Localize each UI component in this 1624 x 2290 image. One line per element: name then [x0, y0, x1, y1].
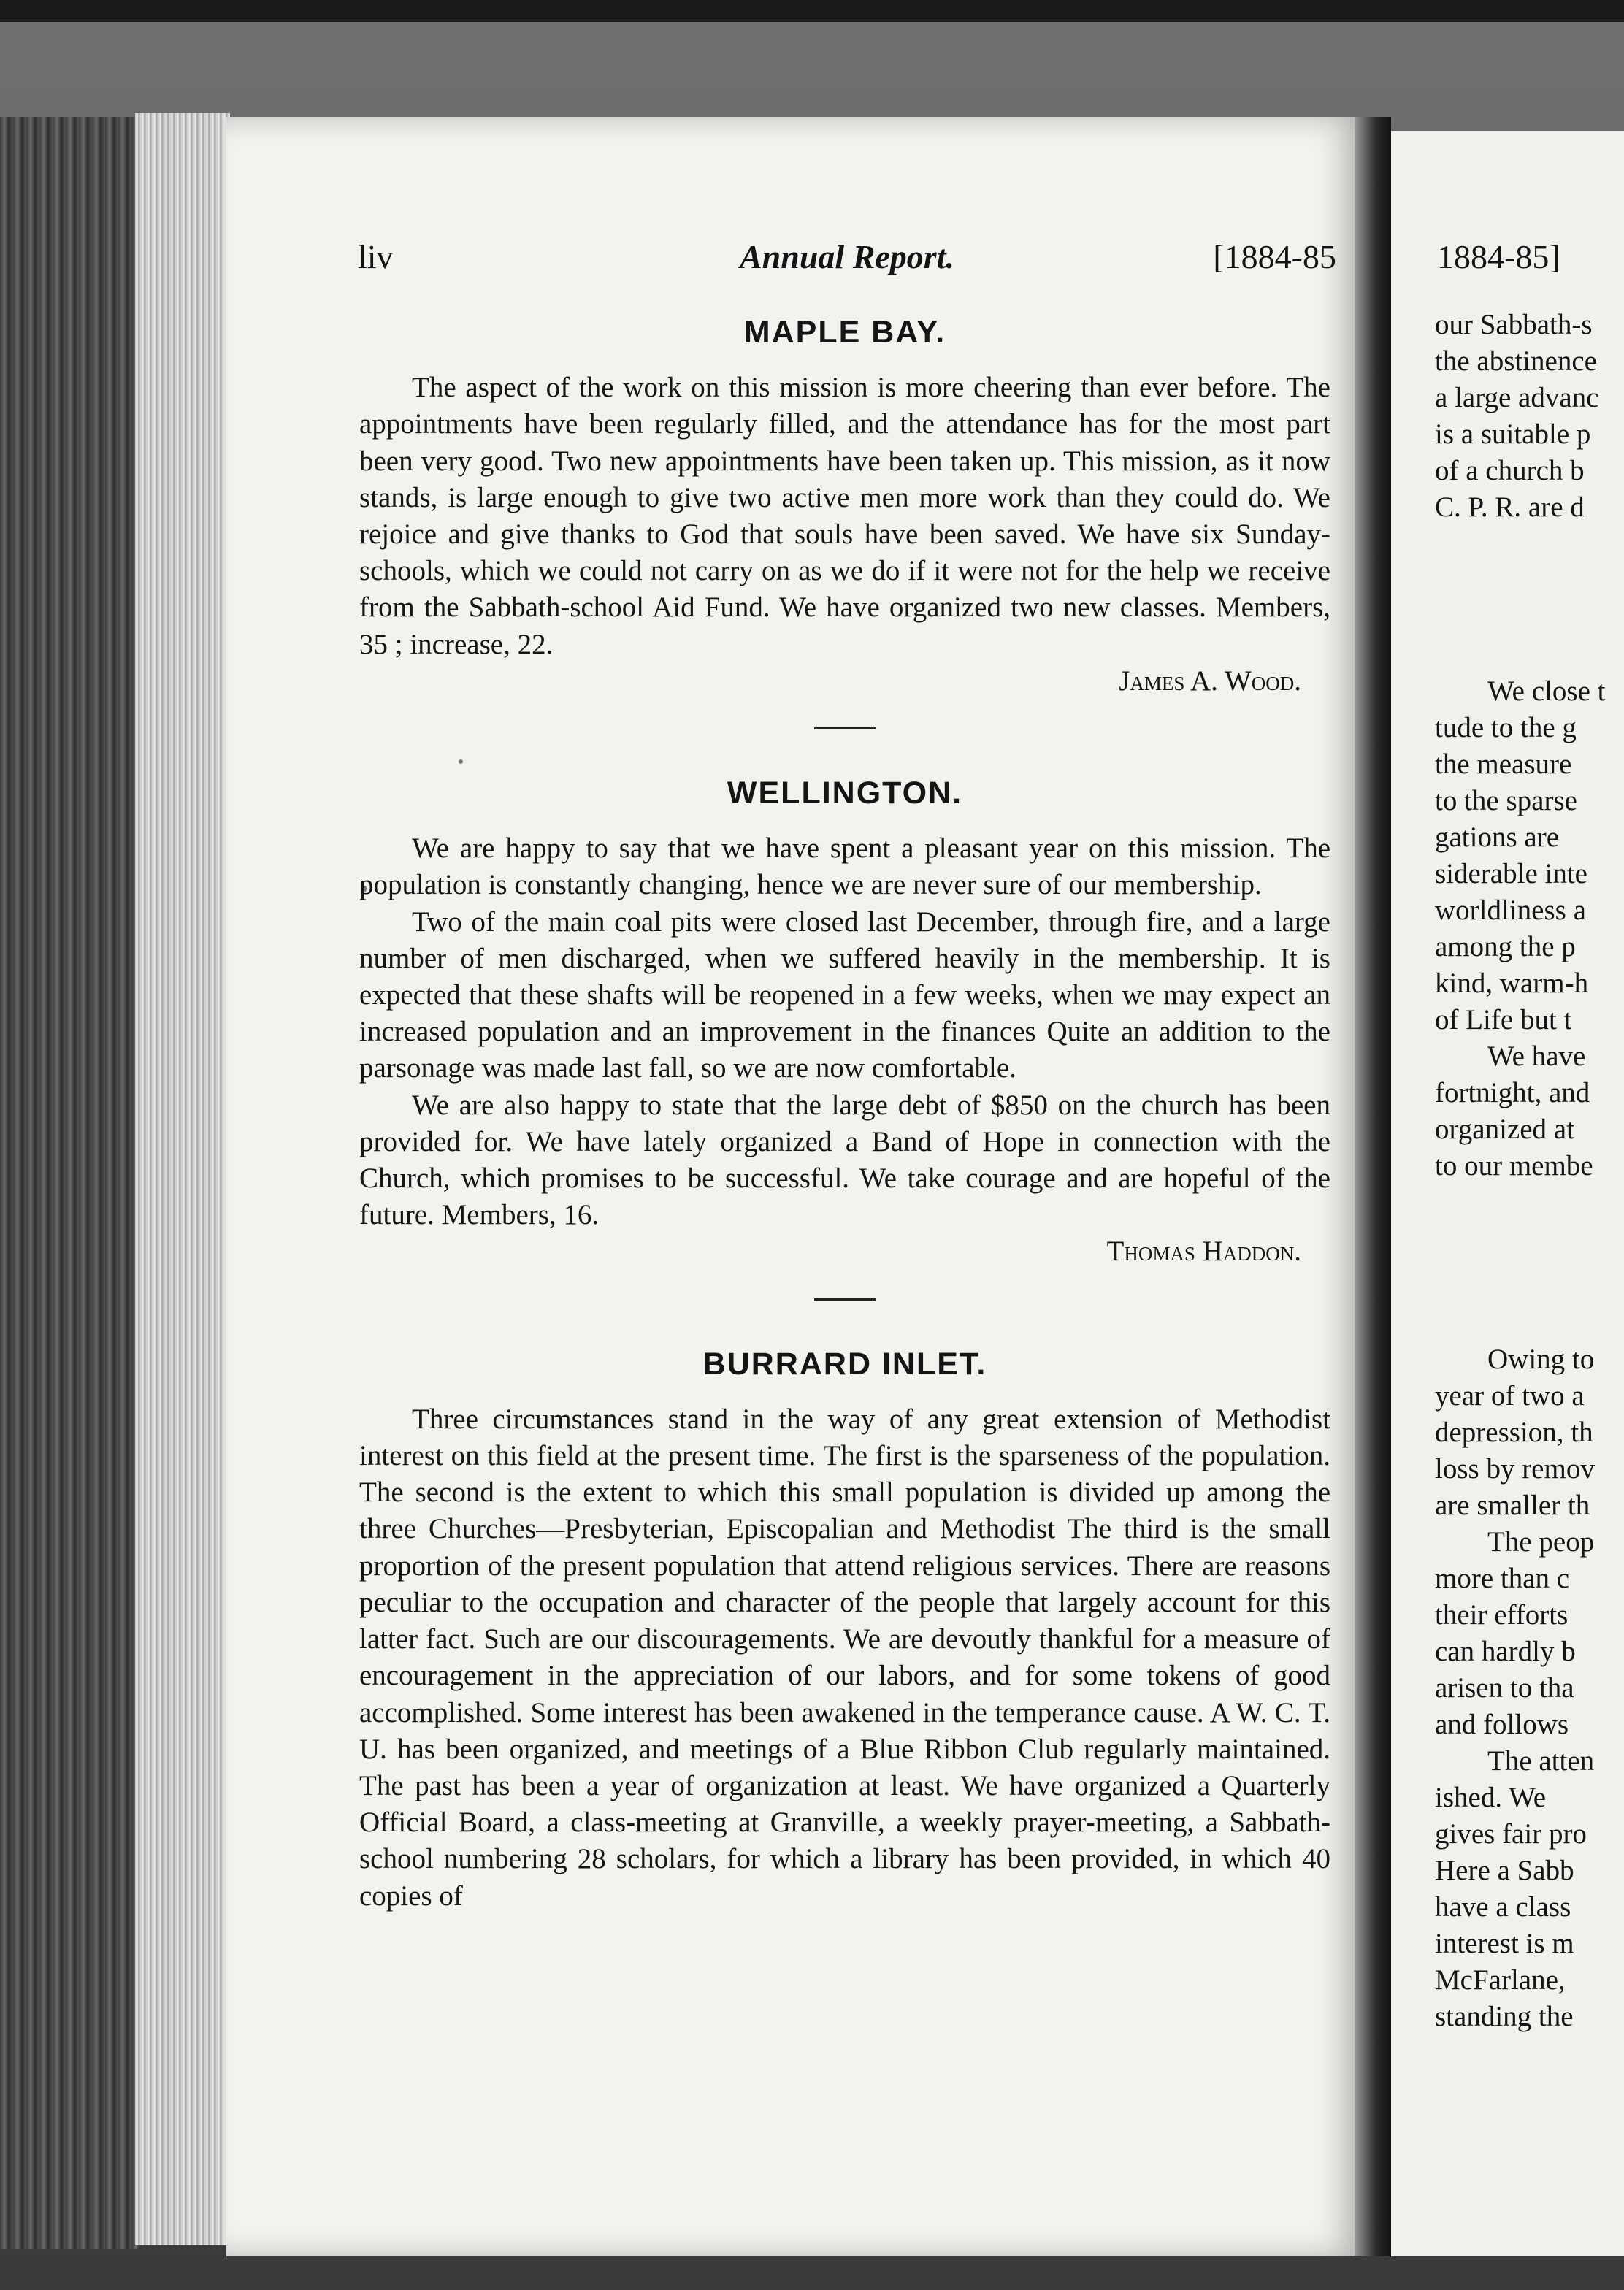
text-line: Owing to [1487, 1344, 1595, 1375]
section-divider [814, 1298, 876, 1301]
text-line: We have [1487, 1041, 1586, 1072]
left-page-body [359, 307, 1330, 1915]
text-line: loss by remov [1435, 1453, 1595, 1485]
text-line: to the sparse [1435, 785, 1577, 816]
text-line: our Sabbath-s [1435, 309, 1593, 340]
text-line: their efforts [1435, 1599, 1569, 1631]
text-line: kind, warm-h [1435, 968, 1589, 999]
text-line: depression, th [1435, 1417, 1593, 1448]
text-line: worldliness a [1435, 895, 1586, 926]
section-burrard-inlet [359, 1346, 1330, 1915]
text-line: to our membe [1435, 1150, 1593, 1182]
section-heading: BURRARD INLET. [702, 1346, 987, 1382]
right-block-3 [1435, 1341, 1624, 2035]
text-line: We close t [1487, 675, 1606, 707]
text-line: C. P. R. are d [1435, 491, 1585, 523]
text-line: ished. We [1435, 1782, 1547, 1813]
page-fore-edge [135, 113, 230, 2245]
text-line: and follows [1435, 1709, 1569, 1740]
paragraph: Two of the main coal pits were closed last December, through fire, and a large number of men discharged, when we suffered heavily in the membership. It is expected that these shafts will be reopened in a few weeks, when we may expect an increased population and an improvement in the finances Quite an addition to the parsonage was made last fall, so we are now comfortable. [359, 905, 1330, 1084]
text-line: fortnight, and [1435, 1077, 1590, 1108]
section-heading: MAPLE BAY. [743, 315, 946, 350]
running-head-year: [1884-85 [1213, 238, 1336, 275]
text-line: more than c [1435, 1563, 1570, 1594]
text-line: are smaller th [1435, 1490, 1590, 1521]
text-line: a large advanc [1435, 382, 1599, 413]
text-line: tude to the g [1435, 712, 1577, 743]
right-block-1 [1435, 307, 1624, 526]
text-line: have a class [1435, 1891, 1571, 1923]
text-line: the abstinence [1435, 345, 1597, 377]
text-line: organized at [1435, 1114, 1574, 1145]
section-heading: WELLINGTON. [727, 776, 963, 811]
text-line: year of two a [1435, 1380, 1585, 1412]
text-line: can hardly b [1435, 1636, 1576, 1667]
section-divider [814, 727, 876, 729]
paragraph: We are also happy to state that the large debt of $850 on the church has been provided for. We have lately organized a Band of Hope in connection with the Church, which promises to be successful. We take courage and are hopeful of the future. Members, 16. [359, 1089, 1330, 1231]
text-line: gives fair pro [1435, 1818, 1587, 1850]
text-line: the measure [1435, 748, 1572, 780]
section-wellington [359, 775, 1330, 1271]
book-edge [0, 117, 139, 2249]
text-line: Here a Sabb [1435, 1855, 1574, 1886]
right-block-2 [1435, 673, 1624, 1184]
paragraph: The aspect of the work on this mission is more cheering than ever before. The appointments have been regularly filled, and the attendance has for the most part been very good. Two new appointments have been taken up. This mission, as it now stands, is large enough to give two active men more work than they could do. We rejoice and give thanks to God that souls have been saved. We have six Sunday-schools, which we could not carry on as we do if it were not for the help we receive from the Sabbath-school Aid Fund. We have organized two new classes. Members, 35 ; increase, 22. [359, 372, 1330, 660]
signature: James A. Wood. [1119, 665, 1301, 697]
text-line: interest is m [1435, 1928, 1574, 1959]
text-line: standing the [1435, 2001, 1574, 2032]
text-line: among the p [1435, 931, 1576, 962]
section-maple-bay [359, 314, 1330, 700]
paragraph: Three circumstances stand in the way of any great extension of Methodist interest on this field at the present time. The first is the sparseness of the population. The second is the extent to which this small population is divided up among the three Churches—Presbyterian, Episcopalian and Methodist The third is the small proportion of the present population that attend religious services. There are reasons peculiar to the occupation and character of the people that largely account for this latter fact. Such are our discouragements. We are devoutly thankful for a measure of encouragement in the appreciation of our labors, and for some tokens of good accomplished. Some interest has been awakened in the temperance cause. A W. C. T. U. has been organized, and meetings of a Blue Ribbon Club regularly maintained. The past has been a year of organization at least. We have organized a Quarterly Official Board, a class-meeting at Granville, a weekly prayer-meeting, a Sabbath-school numbering 28 scholars, for which a library has been provided, in which 40 copies of [359, 1403, 1330, 1912]
page-number: liv [358, 238, 394, 275]
book-gutter [1355, 117, 1391, 2256]
running-head-title: Annual Report. [740, 238, 954, 275]
scanner-frame-top [0, 0, 1624, 22]
text-line: of Life but t [1435, 1004, 1572, 1035]
text-line: siderable inte [1435, 858, 1587, 889]
text-line: is a suitable p [1435, 418, 1591, 450]
right-page-body [1435, 307, 1624, 2035]
text-line: The atten [1487, 1745, 1595, 1777]
text-line: of a church b [1435, 455, 1585, 486]
text-line: gations are [1435, 822, 1560, 853]
text-line: The peop [1487, 1526, 1595, 1558]
right-running-head: 1884-85] [1437, 238, 1560, 275]
text-line: arisen to tha [1435, 1672, 1574, 1704]
paragraph: We are happy to say that we have spent a pleasant year on this mission. The population is constantly changing, hence we are never sure of our membership. [359, 832, 1330, 901]
running-head [358, 237, 1336, 281]
signature: Thomas Haddon. [1106, 1236, 1301, 1268]
text-line: McFarlane, [1435, 1964, 1566, 1996]
